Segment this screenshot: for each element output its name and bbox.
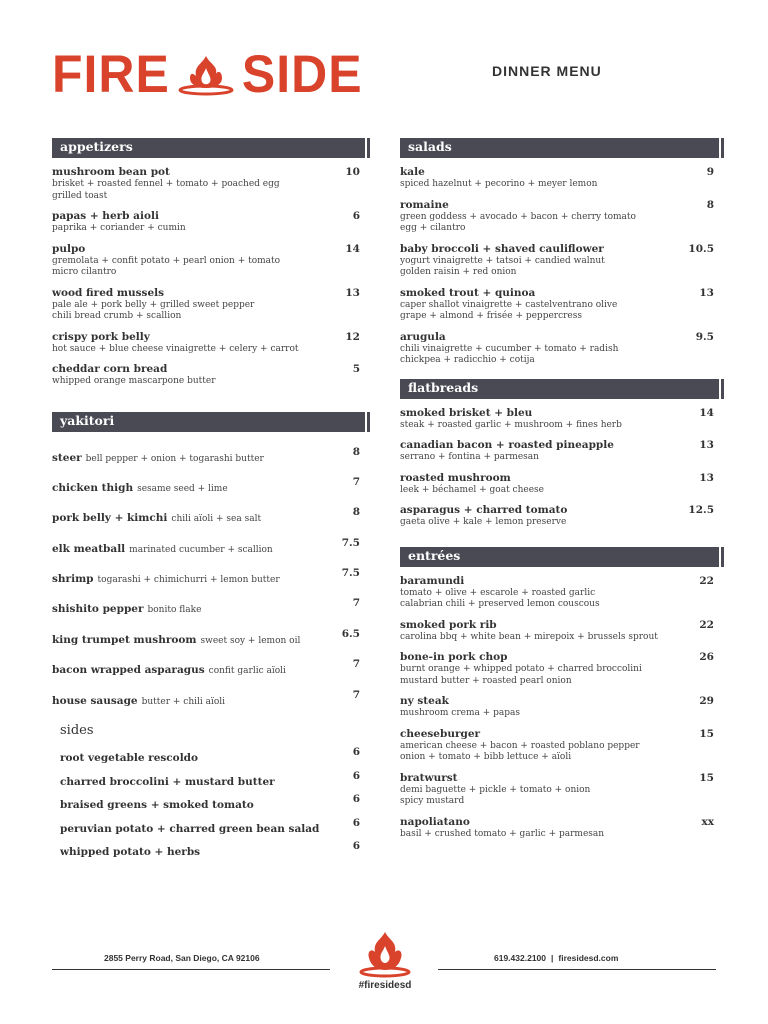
menu-item bbox=[400, 407, 716, 432]
item-name: kale bbox=[400, 166, 425, 178]
flatbreads-list bbox=[400, 407, 716, 529]
item-price: 10 bbox=[345, 166, 360, 178]
menu-item bbox=[52, 658, 362, 688]
item-name: shrimp bbox=[52, 573, 94, 586]
item-name: pork belly + kimchi bbox=[52, 512, 168, 525]
left-column bbox=[52, 138, 362, 864]
section-label: flatbreads bbox=[408, 379, 479, 395]
footer-contact bbox=[494, 953, 618, 963]
item-description: brisket + roasted fennel + tomato + poached egg bbox=[52, 179, 280, 189]
section-header-flatbreads bbox=[400, 379, 716, 399]
item-description: mushroom crema + papas bbox=[400, 708, 520, 718]
item-name: shishito pepper bbox=[52, 603, 144, 616]
menu-item bbox=[52, 166, 362, 202]
item-price: 7 bbox=[352, 688, 360, 701]
menu-item bbox=[52, 770, 362, 794]
section-label: salads bbox=[408, 139, 452, 154]
item-name: napoliatano bbox=[400, 815, 470, 828]
item-description: chili aïoli + sea salt bbox=[171, 514, 262, 525]
page-title: DINNER MENU bbox=[492, 63, 602, 79]
item-name: asparagus + charred tomato bbox=[400, 504, 568, 516]
item-description: micro cilantro bbox=[52, 267, 117, 277]
item-name: ny steak bbox=[400, 695, 449, 707]
item-price: xx bbox=[701, 815, 714, 828]
section-header-salads bbox=[400, 138, 716, 158]
menu-item bbox=[400, 472, 716, 497]
menu-item bbox=[400, 287, 716, 323]
item-price: 9 bbox=[706, 166, 714, 178]
item-description: carolina bbq + white bean + mirepoix + brussels sprout bbox=[400, 631, 658, 642]
item-description: spiced hazelnut + pecorino + meyer lemon bbox=[400, 179, 598, 189]
menu-item bbox=[400, 816, 716, 841]
item-price: 6.5 bbox=[341, 627, 360, 640]
menu-item bbox=[400, 772, 716, 808]
item-price: 13 bbox=[699, 286, 714, 299]
flame-icon bbox=[174, 50, 238, 98]
item-price: 22 bbox=[699, 574, 714, 587]
item-description: spicy mustard bbox=[400, 796, 465, 806]
item-price: 14 bbox=[699, 406, 714, 419]
item-description: caper shallot vinaigrette + castelventrano olive bbox=[400, 299, 618, 310]
item-name: bone-in pork chop bbox=[400, 651, 508, 663]
item-price: 22 bbox=[699, 618, 714, 631]
item-name: roasted mushroom bbox=[400, 471, 511, 484]
item-name: baby broccoli + shaved cauliflower bbox=[400, 242, 604, 255]
item-price: 6 bbox=[352, 746, 360, 759]
item-name: mushroom bean pot bbox=[52, 166, 170, 178]
yakitori-list bbox=[52, 446, 362, 720]
item-name: canadian bacon + roasted pineapple bbox=[400, 439, 614, 451]
item-name: steer bbox=[52, 451, 82, 464]
item-name: romaine bbox=[400, 198, 449, 211]
menu-item bbox=[52, 287, 362, 323]
section-header-yakitori bbox=[52, 412, 362, 432]
item-description: sweet soy + lemon oil bbox=[200, 635, 301, 646]
menu-item bbox=[52, 476, 362, 506]
item-description: onion + tomato + bibb lettuce + aïoli bbox=[400, 752, 572, 762]
menu-item bbox=[52, 793, 362, 817]
item-name: smoked pork rib bbox=[400, 618, 497, 631]
item-price: 13 bbox=[345, 286, 360, 299]
item-name: arugula bbox=[400, 330, 446, 343]
logo-word-fire: FIRE bbox=[52, 44, 170, 104]
item-name: charred broccolini + mustard butter bbox=[60, 775, 275, 788]
menu-item bbox=[52, 689, 362, 719]
footer-separator: | bbox=[551, 953, 554, 963]
appetizers-list bbox=[52, 166, 362, 388]
item-name: smoked brisket + bleu bbox=[400, 406, 533, 419]
menu-item bbox=[52, 537, 362, 567]
item-description: mustard butter + roasted pearl onion bbox=[400, 675, 572, 686]
item-name: braised greens + smoked tomato bbox=[60, 799, 254, 812]
item-name: house sausage bbox=[52, 694, 138, 707]
menu-item bbox=[400, 695, 716, 720]
fireside-logo bbox=[52, 44, 363, 104]
menu-item bbox=[52, 506, 362, 536]
item-price: 6 bbox=[352, 210, 360, 222]
item-price: 7 bbox=[352, 597, 360, 610]
item-price: 12 bbox=[345, 330, 360, 343]
item-description: butter + chili aïoli bbox=[141, 696, 226, 707]
menu-item bbox=[52, 567, 362, 597]
item-price: 14 bbox=[345, 242, 360, 255]
item-description: egg + cilantro bbox=[400, 223, 466, 233]
item-price: 6 bbox=[352, 793, 360, 806]
item-description: bell pepper + onion + togarashi butter bbox=[85, 453, 264, 464]
sides-list bbox=[52, 746, 362, 864]
section-header-sides: sides bbox=[60, 723, 94, 739]
item-name: root vegetable rescoldo bbox=[60, 752, 199, 765]
item-description: chili vinaigrette + cucumber + tomato + radish bbox=[400, 343, 619, 354]
item-description: green goddess + avocado + bacon + cherry tomato bbox=[400, 211, 636, 222]
item-price: 8 bbox=[352, 445, 360, 458]
section-label: appetizers bbox=[60, 139, 133, 154]
item-description: tomato + olive + escarole + roasted garlic bbox=[400, 587, 596, 598]
menu-item bbox=[52, 331, 362, 356]
menu-item bbox=[52, 597, 362, 627]
menu-item bbox=[400, 651, 716, 687]
menu-item bbox=[52, 243, 362, 279]
item-name: baramundi bbox=[400, 574, 465, 587]
logo-word-side: SIDE bbox=[241, 44, 363, 104]
item-description: demi baguette + pickle + tomato + onion bbox=[400, 784, 591, 795]
item-price: 8 bbox=[706, 198, 714, 211]
item-description: sesame seed + lime bbox=[137, 483, 228, 494]
menu-item bbox=[400, 504, 716, 529]
menu-item bbox=[400, 439, 716, 464]
item-price: 29 bbox=[699, 695, 714, 707]
item-description: steak + roasted garlic + mushroom + fines herb bbox=[400, 419, 622, 430]
item-name: king trumpet mushroom bbox=[52, 633, 197, 646]
menu-item bbox=[400, 575, 716, 611]
item-description: burnt orange + whipped potato + charred broccolini bbox=[400, 664, 642, 674]
section-header-appetizers bbox=[52, 138, 362, 158]
item-name: pulpo bbox=[52, 242, 86, 255]
item-price: 7.5 bbox=[341, 567, 360, 580]
item-description: marinated cucumber + scallion bbox=[129, 544, 273, 555]
item-price: 13 bbox=[699, 439, 714, 451]
item-price: 9.5 bbox=[695, 330, 714, 343]
item-description: basil + crushed tomato + garlic + parmesan bbox=[400, 828, 605, 839]
item-name: bratwurst bbox=[400, 771, 458, 784]
item-name: crispy pork belly bbox=[52, 330, 150, 343]
item-name: smoked trout + quinoa bbox=[400, 286, 536, 299]
item-price: 5 bbox=[352, 363, 360, 375]
menu-item bbox=[400, 331, 716, 367]
item-description: pale ale + pork belly + grilled sweet pepper bbox=[52, 299, 255, 310]
menu-item bbox=[52, 628, 362, 658]
item-description: paprika + coriander + cumin bbox=[52, 223, 186, 233]
item-description: togarashi + chimichurri + lemon butter bbox=[97, 575, 280, 586]
item-price: 6 bbox=[352, 816, 360, 829]
item-description: hot sauce + blue cheese vinaigrette + celery + carrot bbox=[52, 343, 299, 354]
item-description: leek + béchamel + goat cheese bbox=[400, 484, 544, 495]
item-description: grape + almond + frisée + peppercress bbox=[400, 311, 582, 321]
section-label: yakitori bbox=[60, 412, 115, 428]
item-description: golden raisin + red onion bbox=[400, 267, 517, 277]
item-description: gaeta olive + kale + lemon preserve bbox=[400, 517, 567, 527]
item-description: whipped orange mascarpone butter bbox=[52, 376, 216, 386]
menu-item bbox=[400, 166, 716, 191]
footer-divider-left bbox=[52, 969, 330, 970]
footer-website: firesidesd.com bbox=[558, 953, 619, 963]
menu-item bbox=[52, 840, 362, 864]
item-name: bacon wrapped asparagus bbox=[52, 664, 205, 677]
item-price: 6 bbox=[352, 769, 360, 782]
item-description: calabrian chili + preserved lemon couscous bbox=[400, 599, 600, 609]
item-price: 26 bbox=[699, 651, 714, 663]
footer-phone: 619.432.2100 bbox=[494, 953, 546, 963]
item-price: 7 bbox=[352, 658, 360, 671]
entrees-list bbox=[400, 575, 716, 841]
item-description: gremolata + confit potato + pearl onion + tomato bbox=[52, 255, 281, 266]
item-description: grilled toast bbox=[52, 190, 108, 201]
item-name: chicken thigh bbox=[52, 481, 134, 494]
item-name: wood fired mussels bbox=[52, 286, 165, 299]
menu-item bbox=[400, 728, 716, 764]
item-name: papas + herb aioli bbox=[52, 210, 159, 222]
menu-item bbox=[52, 363, 362, 388]
item-price: 6 bbox=[352, 840, 360, 853]
item-description: bonito flake bbox=[147, 605, 202, 616]
menu-item bbox=[52, 446, 362, 476]
menu-item bbox=[400, 199, 716, 235]
menu-item bbox=[52, 817, 362, 841]
item-price: 13 bbox=[699, 471, 714, 484]
footer-flame-icon bbox=[350, 930, 420, 978]
item-name: cheeseburger bbox=[400, 727, 481, 740]
footer-hashtag: #firesidesd bbox=[358, 980, 412, 991]
menu-item bbox=[400, 243, 716, 279]
footer-address: 2855 Perry Road, San Diego, CA 92106 bbox=[104, 953, 260, 963]
item-price: 7.5 bbox=[341, 536, 360, 549]
item-price: 7 bbox=[352, 475, 360, 488]
item-description: serrano + fontina + parmesan bbox=[400, 452, 539, 462]
item-description: confit garlic aïoli bbox=[208, 666, 286, 677]
footer-divider-right bbox=[438, 969, 716, 970]
item-name: whipped potato + herbs bbox=[60, 846, 201, 859]
item-description: american cheese + bacon + roasted poblano pepper bbox=[400, 740, 640, 751]
right-column bbox=[400, 138, 716, 848]
salads-list bbox=[400, 166, 716, 367]
section-label: entrées bbox=[408, 547, 461, 563]
section-header-entrees bbox=[400, 547, 716, 567]
menu-item bbox=[52, 210, 362, 235]
item-description: chili bread crumb + scallion bbox=[52, 311, 182, 321]
item-name: elk meatball bbox=[52, 542, 126, 555]
item-name: cheddar corn bread bbox=[52, 363, 168, 375]
item-name: peruvian potato + charred green bean salad bbox=[60, 822, 320, 835]
item-price: 10.5 bbox=[688, 242, 714, 255]
item-price: 15 bbox=[699, 771, 714, 784]
menu-item bbox=[52, 746, 362, 770]
item-description: yogurt vinaigrette + tatsoi + candied walnut bbox=[400, 255, 605, 266]
item-description: chickpea + radicchio + cotija bbox=[400, 355, 535, 365]
menu-item bbox=[400, 619, 716, 644]
item-price: 12.5 bbox=[688, 504, 714, 516]
item-price: 8 bbox=[352, 506, 360, 519]
item-price: 15 bbox=[699, 727, 714, 740]
